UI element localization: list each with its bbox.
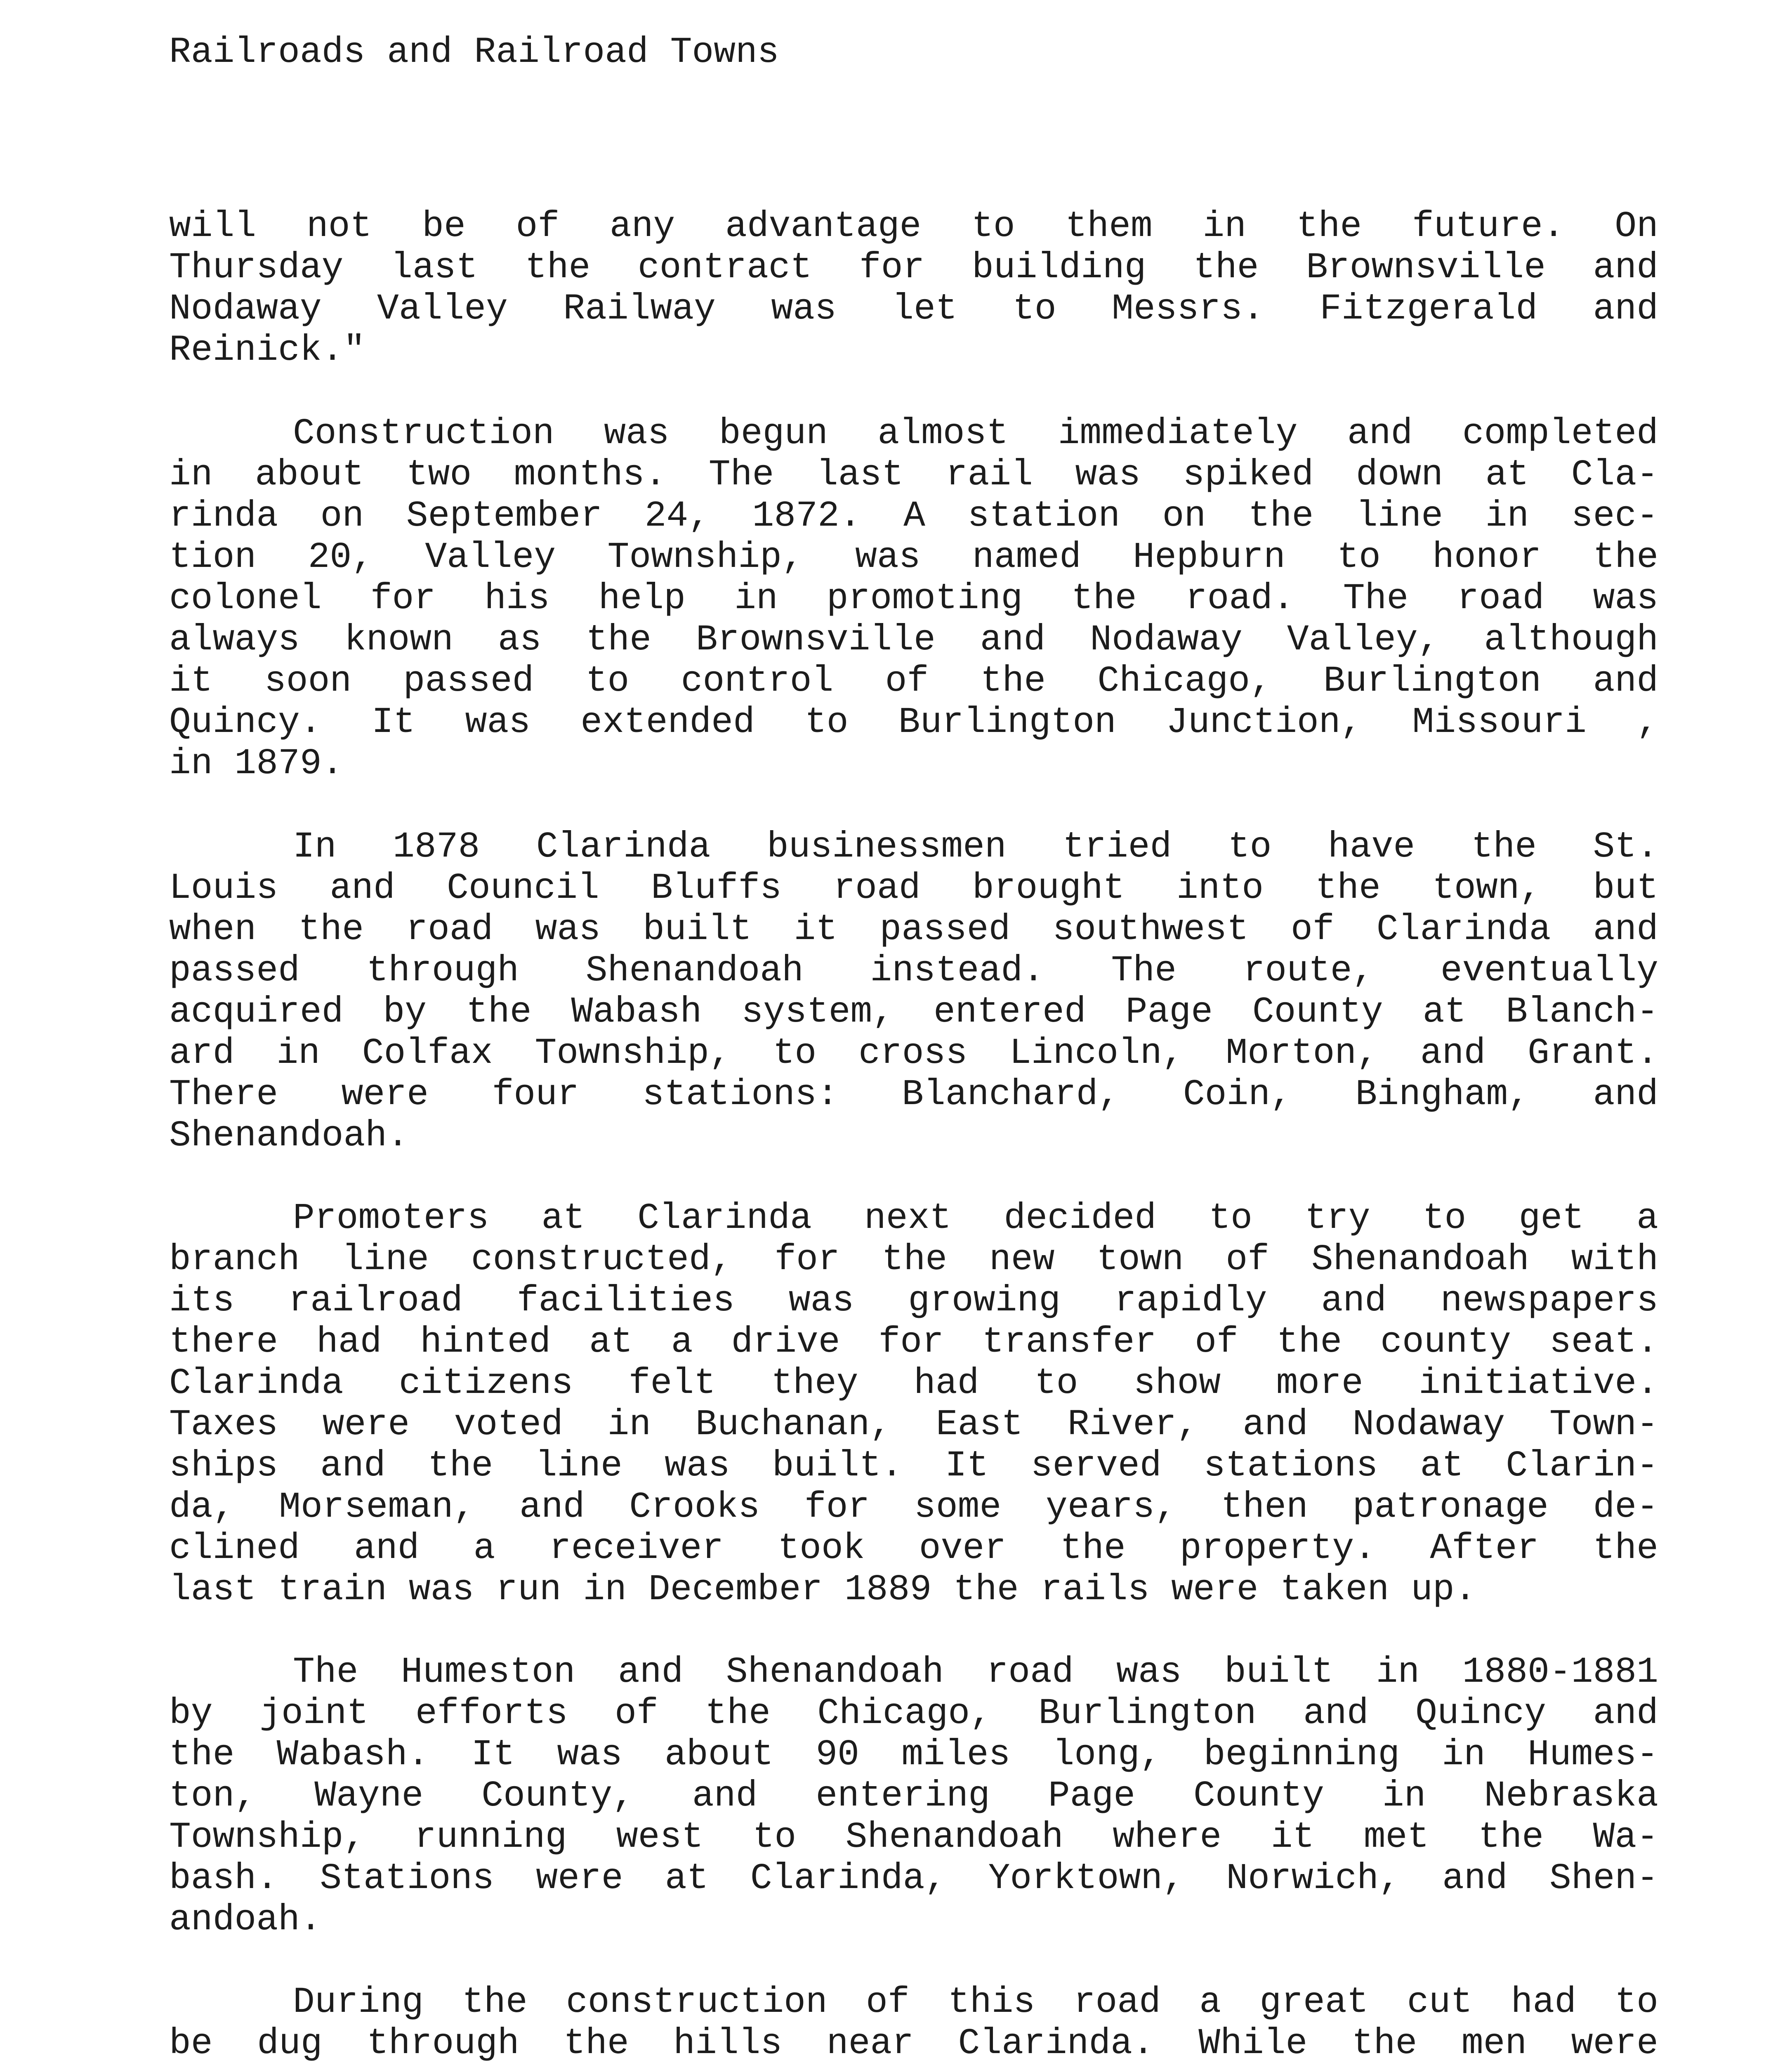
paragraph-6 xyxy=(169,1982,1658,2063)
text-line: passed through Shenandoah instead. The route, eventually xyxy=(169,951,1658,991)
text-line: The Humeston and Shenandoah road was built in 1880-1881 xyxy=(293,1652,1658,1693)
text-line: Nodaway Valley Railway was let to Messrs. Fitzgerald and xyxy=(169,289,1658,330)
text-line: Construction was begun almost immediately and completed xyxy=(293,413,1658,454)
text-line: Quincy. It was extended to Burlington Junction, Missouri , xyxy=(169,702,1658,743)
text-line: Reinick." xyxy=(169,330,365,371)
text-line: ard in Colfax Township, to cross Lincoln, Morton, and Grant. xyxy=(169,1033,1658,1074)
text-line: it soon passed to control of the Chicago, Burlington and xyxy=(169,661,1658,702)
text-line: there had hinted at a drive for transfer of the county seat. xyxy=(169,1322,1658,1363)
running-head-title: Railroads and Railroad Towns xyxy=(169,32,779,73)
text-line: in about two months. The last rail was spiked down at Cla- xyxy=(169,455,1658,496)
text-line: During the construction of this road a great cut had to xyxy=(293,1982,1658,2023)
text-line: ships and the line was built. It served stations at Clarin- xyxy=(169,1446,1658,1487)
text-line: tion 20, Valley Township, was named Hepburn to honor the xyxy=(169,537,1658,578)
text-line: Louis and Council Bluffs road brought into the town, but xyxy=(169,868,1658,909)
text-line: da, Morseman, and Crooks for some years, then patronage de- xyxy=(169,1487,1658,1528)
text-line: when the road was built it passed southwest of Clarinda and xyxy=(169,909,1658,950)
text-line: Township, running west to Shenandoah where it met the Wa- xyxy=(169,1817,1658,1858)
paragraph-5 xyxy=(169,1652,1658,1941)
text-line: by joint efforts of the Chicago, Burlington and Quincy and xyxy=(169,1693,1658,1734)
paragraph-3 xyxy=(169,827,1658,1157)
text-line: Thursday last the contract for building the Brownsville and xyxy=(169,248,1658,288)
text-line: bash. Stations were at Clarinda, Yorktown, Norwich, and Shen- xyxy=(169,1858,1658,1899)
text-line: its railroad facilities was growing rapidly and newspapers xyxy=(169,1281,1658,1322)
text-line: acquired by the Wabash system, entered Page County at Blanch- xyxy=(169,992,1658,1033)
text-line: There were four stations: Blanchard, Coin, Bingham, and xyxy=(169,1074,1658,1115)
text-line: Taxes were voted in Buchanan, East River, and Nodaway Town- xyxy=(169,1404,1658,1445)
text-line: colonel for his help in promoting the road. The road was xyxy=(169,578,1658,619)
text-line: branch line constructed, for the new town of Shenandoah with xyxy=(169,1239,1658,1280)
text-line: Shenandoah. xyxy=(169,1116,409,1157)
text-line: last train was run in December 1889 the rails were taken up. xyxy=(169,1570,1476,1610)
text-line: the Wabash. It was about 90 miles long, beginning in Humes- xyxy=(169,1735,1658,1775)
text-line: rinda on September 24, 1872. A station on the line in sec- xyxy=(169,496,1658,537)
text-line: ton, Wayne County, and entering Page County in Nebraska xyxy=(169,1776,1658,1817)
text-line: Promoters at Clarinda next decided to try to get a xyxy=(293,1198,1658,1239)
text-line: in 1879. xyxy=(169,744,344,784)
paragraph-1 xyxy=(169,206,1658,371)
paragraph-2 xyxy=(169,413,1658,785)
text-line: clined and a receiver took over the property. After the xyxy=(169,1528,1658,1569)
paragraph-4 xyxy=(169,1198,1658,1611)
text-line: Clarinda citizens felt they had to show more initiative. xyxy=(169,1363,1658,1404)
text-line: always known as the Brownsville and Nodaway Valley, although xyxy=(169,620,1658,661)
text-line: andoah. xyxy=(169,1900,322,1940)
text-line: be dug through the hills near Clarinda. While the men were xyxy=(169,2023,1658,2063)
text-line: In 1878 Clarinda businessmen tried to have the St. xyxy=(293,827,1658,868)
text-line: will not be of any advantage to them in the future. On xyxy=(169,206,1658,247)
